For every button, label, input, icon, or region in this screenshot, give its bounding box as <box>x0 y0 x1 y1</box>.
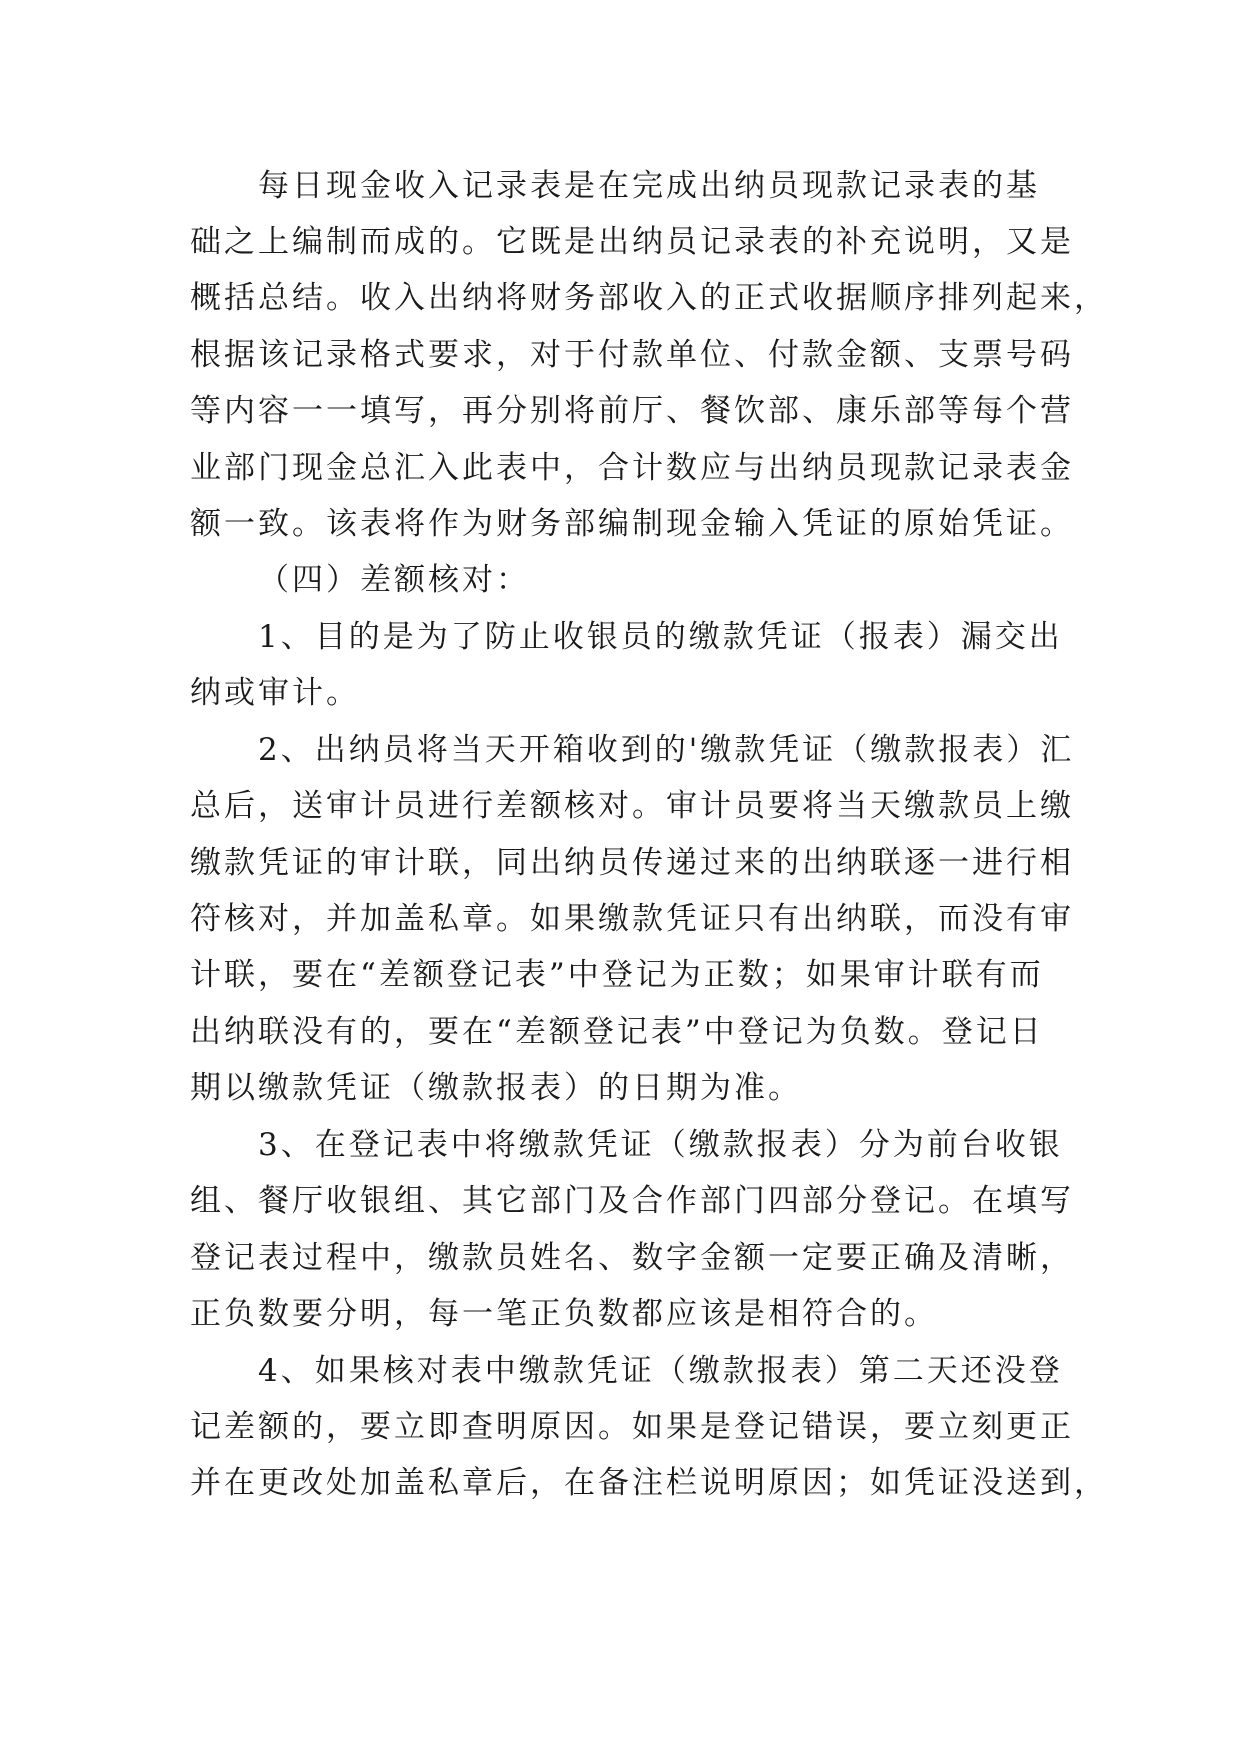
section-heading: （四）差额核对： <box>258 562 530 598</box>
paragraph-line: 登记表过程中，缴款员姓名、数字金额一定要正确及清晰， <box>190 1240 1074 1276</box>
paragraph-line: 组、餐厅收银组、其它部门及合作部门四部分登记。在填写 <box>190 1183 1074 1219</box>
paragraph-line: 出纳联没有的，要在“差额登记表”中登记为负数。登记日 <box>190 1014 1044 1050</box>
paragraph-line: 2、出纳员将当天开箱收到的'缴款凭证（缴款报表）汇 <box>258 732 1075 768</box>
paragraph-line: 础之上编制而成的。它既是出纳员记录表的补充说明，又是 <box>190 224 1074 260</box>
paragraph-line: 额一致。该表将作为财务部编制现金输入凭证的原始凭证。 <box>190 506 1074 542</box>
paragraph-line: 符核对，并加盖私章。如果缴款凭证只有出纳联，而没有审 <box>190 901 1074 937</box>
paragraph-line: 3、在登记表中将缴款凭证（缴款报表）分为前台收银 <box>258 1127 1063 1163</box>
paragraph-line: 纳或审计。 <box>190 675 360 711</box>
paragraph-line: 等内容一一填写，再分别将前厅、餐饮部、康乐部等每个营 <box>190 393 1074 429</box>
paragraph-line: 4、如果核对表中缴款凭证（缴款报表）第二天还没登 <box>258 1353 1063 1389</box>
paragraph-line: 业部门现金总汇入此表中，合计数应与出纳员现款记录表金 <box>190 450 1074 486</box>
paragraph-line: 总后，送审计员进行差额核对。审计员要将当天缴款员上缴 <box>190 788 1074 824</box>
paragraph-line: 并在更改处加盖私章后，在备注栏说明原因；如凭证没送到， <box>190 1465 1108 1501</box>
paragraph-line: 每日现金收入记录表是在完成出纳员现款记录表的基 <box>258 168 1040 204</box>
paragraph-line: 记差额的，要立即查明原因。如果是登记错误，要立刻更正 <box>190 1409 1074 1445</box>
paragraph-line: 1、目的是为了防止收银员的缴款凭证（报表）漏交出 <box>258 619 1063 655</box>
paragraph-line: 根据该记录格式要求，对于付款单位、付款金额、支票号码 <box>190 337 1074 373</box>
paragraph-line: 正负数要分明，每一笔正负数都应该是相符合的。 <box>190 1296 938 1332</box>
paragraph-line: 期以缴款凭证（缴款报表）的日期为准。 <box>190 1070 802 1106</box>
paragraph-line: 计联，要在“差额登记表”中登记为正数；如果审计联有而 <box>190 957 1044 993</box>
paragraph-line: 缴款凭证的审计联，同出纳员传递过来的出纳联逐一进行相 <box>190 845 1074 881</box>
paragraph-line: 概括总结。收入出纳将财务部收入的正式收据顺序排列起来， <box>190 280 1108 316</box>
